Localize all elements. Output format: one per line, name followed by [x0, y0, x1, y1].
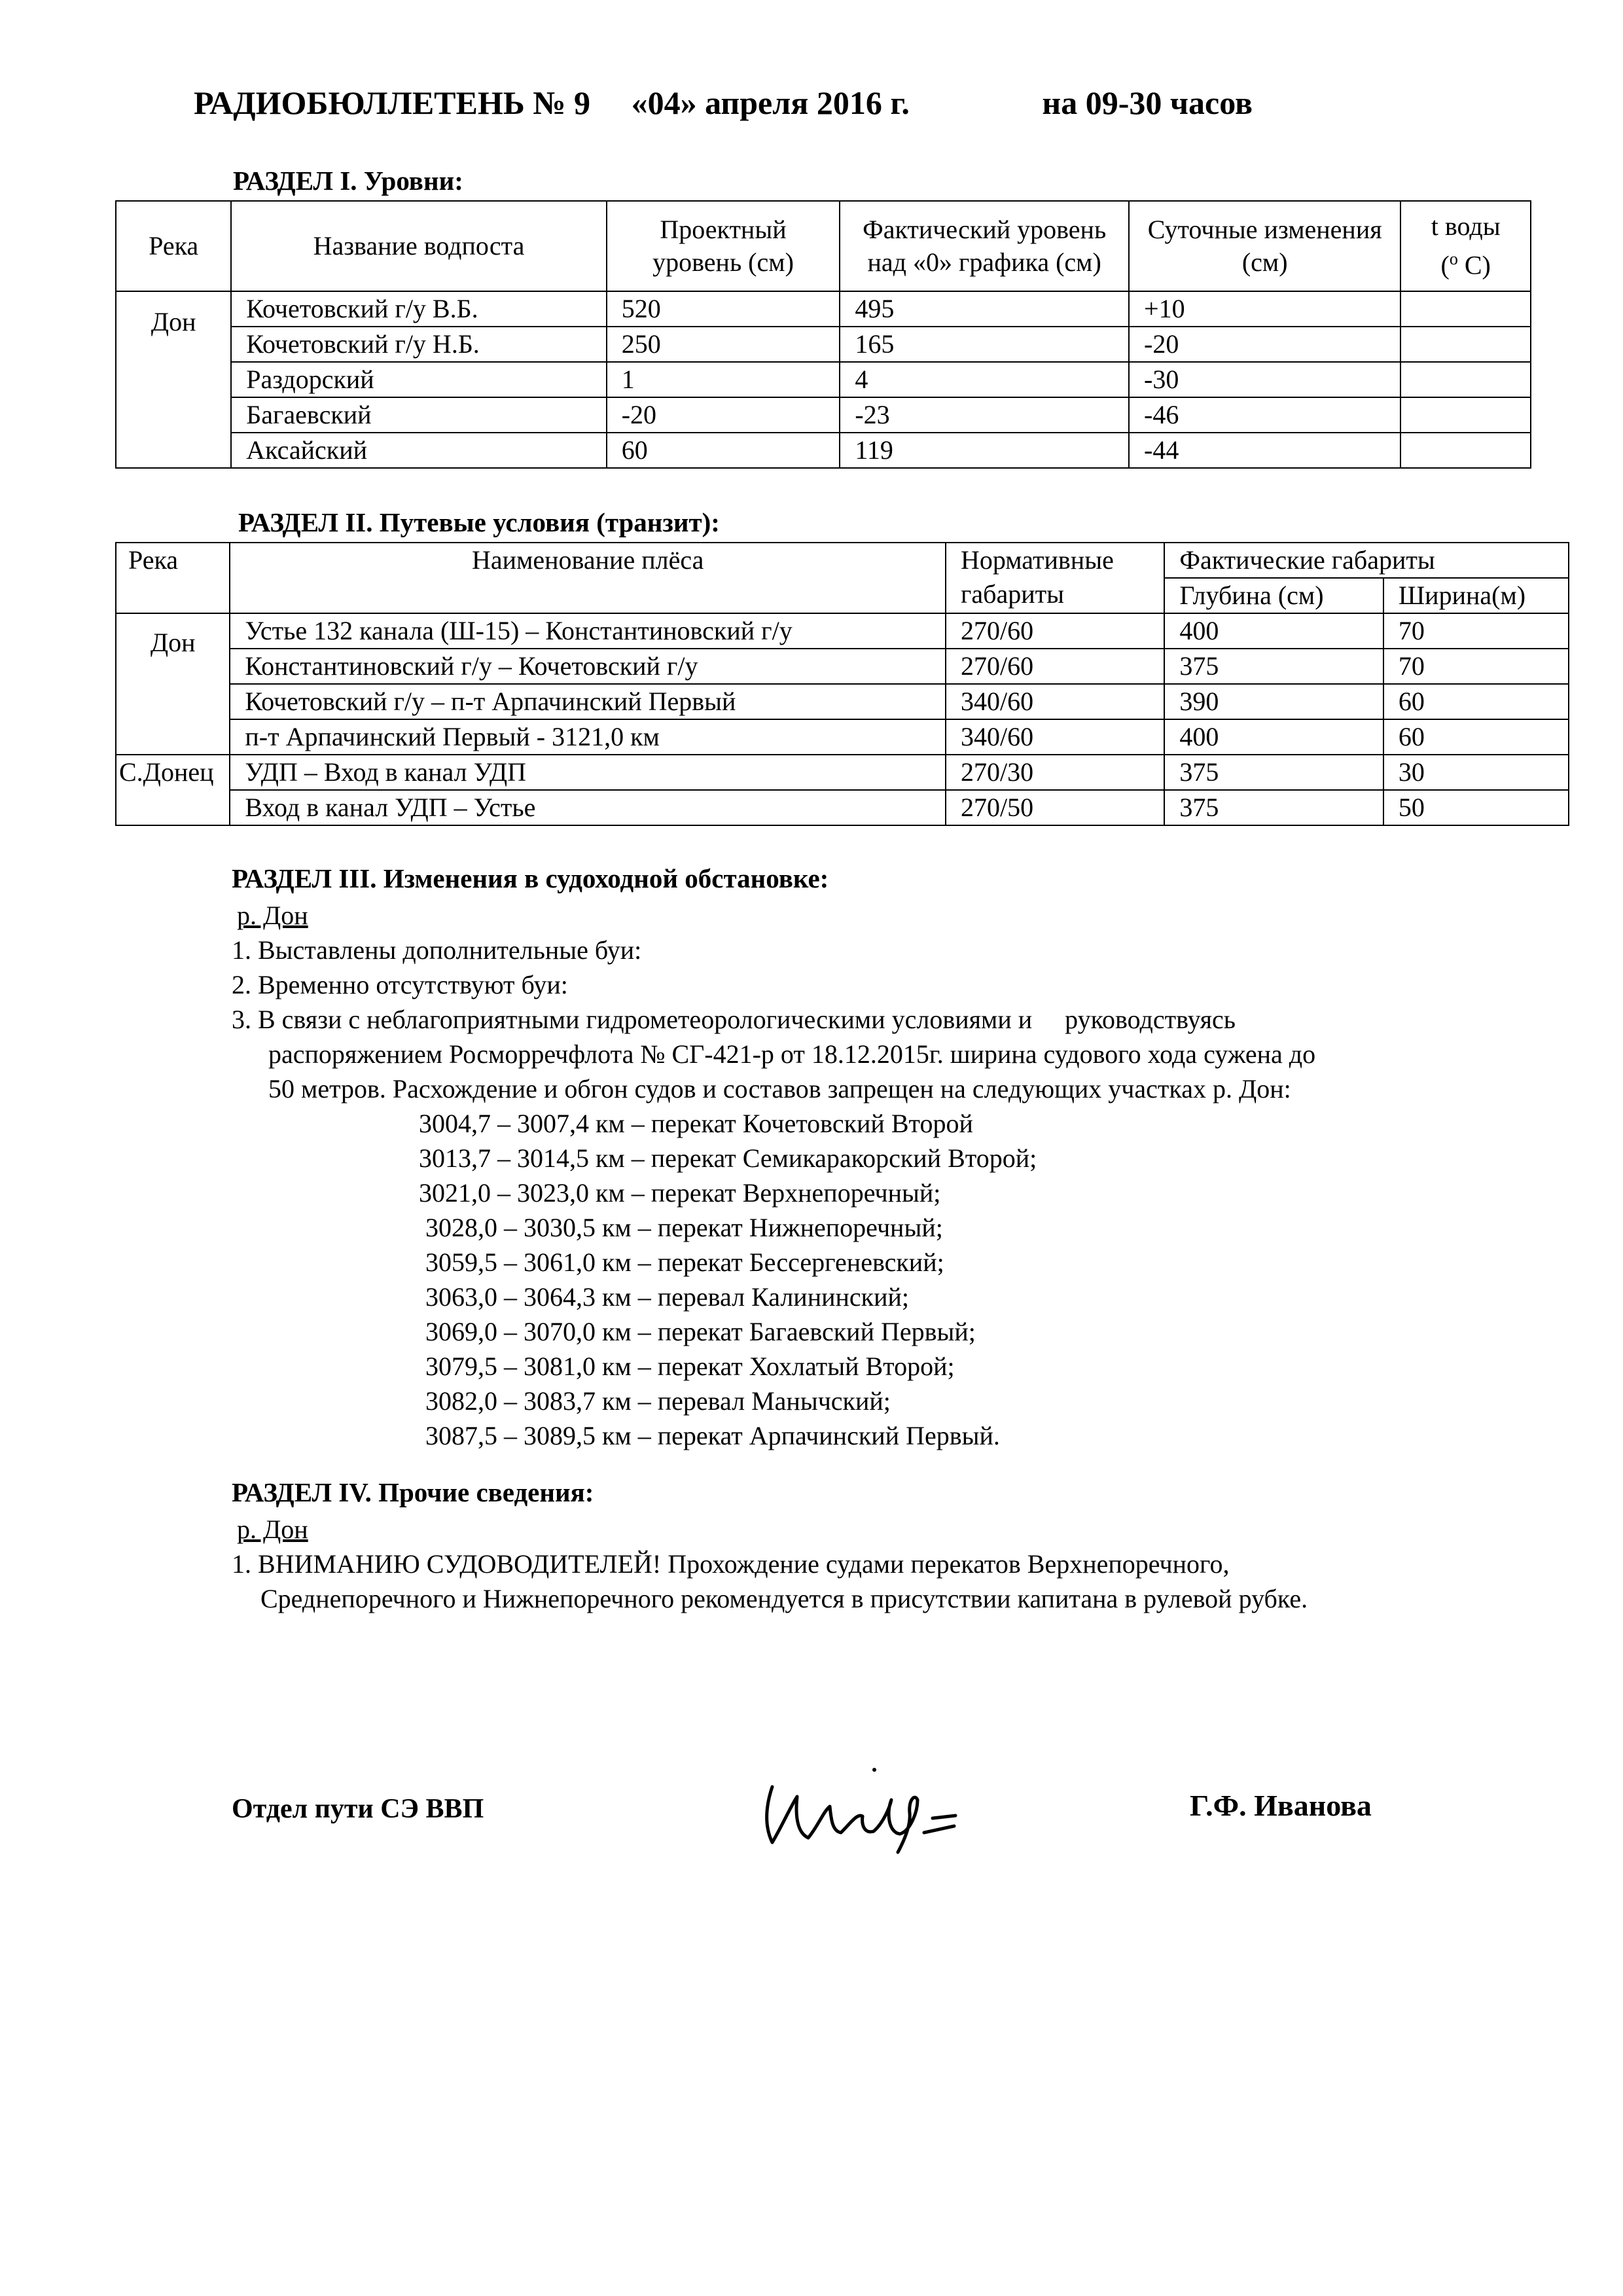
norm-cell: 270/60: [946, 613, 1164, 649]
bulletin-time: на 09-30 часов: [1042, 84, 1253, 121]
temp-cell: [1400, 327, 1531, 362]
levels-table: [115, 200, 1531, 469]
table-row: [116, 790, 1569, 825]
temp-cell: [1400, 291, 1531, 327]
actual-cell: 4: [840, 362, 1129, 397]
section4-heading: РАЗДЕЛ IV. Прочие сведения:: [232, 1477, 594, 1507]
norm-cell: 270/30: [946, 755, 1164, 790]
bulletin-date: «04» апреля 2016 г.: [631, 84, 910, 121]
table-row: [116, 362, 1531, 397]
list-item: 3082,0 – 3083,7 км – перевал Манычский;: [425, 1386, 891, 1416]
norm-cell: 270/50: [946, 790, 1164, 825]
table-row: [116, 684, 1569, 719]
table-row: [116, 613, 1569, 649]
section1-heading: РАЗДЕЛ I. Уровни:: [233, 166, 463, 196]
header-depth: Глубина (см): [1164, 578, 1383, 613]
design-cell: 1: [607, 362, 840, 397]
list-item: 3028,0 – 3030,5 км – перекат Нижнепоречный;: [425, 1213, 943, 1242]
section3-item1: 1. Выставлены дополнительные буи:: [232, 935, 642, 965]
table-row: [116, 327, 1531, 362]
header-actual-dims: Фактические габариты: [1164, 543, 1569, 578]
bulletin-number: РАДИОБЮЛЛЕТЕНЬ № 9: [194, 84, 591, 121]
depth-cell: 400: [1164, 719, 1383, 755]
restricted-stretches-list: [419, 1106, 1037, 1453]
table-row: [116, 649, 1569, 684]
header-design-level: Проектный уровень (см): [607, 201, 840, 291]
daily-cell: -30: [1129, 362, 1400, 397]
table-row: [116, 291, 1531, 327]
table-row: [116, 433, 1531, 468]
actual-cell: 165: [840, 327, 1129, 362]
section3-item2: 2. Временно отсутствуют буи:: [232, 970, 568, 999]
header-river: Река: [116, 543, 230, 613]
table-row: [116, 397, 1531, 433]
section4-item1-line2: Среднепоречного и Нижнепоречного рекомендуется в присутствии капитана в рулевой рубке.: [260, 1584, 1308, 1613]
list-item: 3063,0 – 3064,3 км – перевал Калининский;: [425, 1282, 910, 1312]
handwritten-signature: [746, 1761, 995, 1872]
width-cell: 60: [1383, 684, 1569, 719]
actual-cell: 495: [840, 291, 1129, 327]
section4-river: р. Дон: [237, 1515, 308, 1544]
header-daily-change: Суточные изменения (см): [1129, 201, 1400, 291]
header-actual-level: Фактический уровень над «0» графика (см): [840, 201, 1129, 291]
depth-cell: 390: [1164, 684, 1383, 719]
list-item: 3079,5 – 3081,0 км – перекат Хохлатый Второй;: [425, 1352, 955, 1381]
depth-cell: 375: [1164, 790, 1383, 825]
section3-heading: РАЗДЕЛ III. Изменения в судоходной обстановке:: [232, 863, 829, 893]
header-river: Река: [116, 201, 231, 291]
stretch-cell: Вход в канал УДП – Устье: [230, 790, 946, 825]
width-cell: 30: [1383, 755, 1569, 790]
river-cell: Дон: [116, 291, 231, 468]
depth-cell: 375: [1164, 649, 1383, 684]
station-cell: Багаевский: [231, 397, 606, 433]
header-width: Ширина(м): [1383, 578, 1569, 613]
signatory-name: Г.Ф. Иванова: [1190, 1789, 1372, 1822]
stretch-cell: п-т Арпачинский Первый - 3121,0 км: [230, 719, 946, 755]
section2-heading: РАЗДЕЛ II. Путевые условия (транзит):: [238, 507, 720, 537]
section3-item3-line2: распоряжением Росморречфлота № СГ-421-р от 18.12.2015г. ширина судового хода сужена до: [268, 1039, 1316, 1069]
list-item: 3004,7 – 3007,4 км – перекат Кочетовский Второй: [419, 1109, 973, 1138]
section4-item1-line1: 1. ВНИМАНИЮ СУДОВОДИТЕЛЕЙ! Прохождение судами перекатов Верхнепоречного,: [232, 1549, 1230, 1579]
design-cell: 250: [607, 327, 840, 362]
design-cell: 520: [607, 291, 840, 327]
station-cell: Кочетовский г/у Н.Б.: [231, 327, 606, 362]
bulletin-title: [194, 84, 1253, 122]
actual-cell: -23: [840, 397, 1129, 433]
daily-cell: -20: [1129, 327, 1400, 362]
daily-cell: -46: [1129, 397, 1400, 433]
station-cell: Раздорский: [231, 362, 606, 397]
stretch-cell: УДП – Вход в канал УДП: [230, 755, 946, 790]
list-item: 3069,0 – 3070,0 км – перекат Багаевский Первый;: [425, 1317, 976, 1346]
temp-cell: [1400, 397, 1531, 433]
header-station: Название водпоста: [231, 201, 606, 291]
norm-cell: 340/60: [946, 684, 1164, 719]
section3-river: р. Дон: [237, 901, 308, 930]
depth-cell: 375: [1164, 755, 1383, 790]
width-cell: 70: [1383, 613, 1569, 649]
stretch-cell: Кочетовский г/у – п-т Арпачинский Первый: [230, 684, 946, 719]
list-item: 3021,0 – 3023,0 км – перекат Верхнепоречный;: [419, 1178, 941, 1208]
station-cell: Кочетовский г/у В.Б.: [231, 291, 606, 327]
norm-cell: 270/60: [946, 649, 1164, 684]
stretch-cell: Константиновский г/у – Кочетовский г/у: [230, 649, 946, 684]
design-cell: -20: [607, 397, 840, 433]
temp-cell: [1400, 362, 1531, 397]
daily-cell: -44: [1129, 433, 1400, 468]
list-item: 3059,5 – 3061,0 км – перекат Бессергеневский;: [425, 1247, 944, 1277]
station-cell: Аксайский: [231, 433, 606, 468]
table-row: [116, 719, 1569, 755]
department-name: Отдел пути СЭ ВВП: [232, 1794, 484, 1824]
daily-cell: +10: [1129, 291, 1400, 327]
width-cell: 60: [1383, 719, 1569, 755]
header-water-temp: t воды ($^o$ С): [1400, 201, 1531, 291]
header-stretch: Наименование плёса: [230, 543, 946, 613]
table-row: [116, 755, 1569, 790]
actual-cell: 119: [840, 433, 1129, 468]
width-cell: 70: [1383, 649, 1569, 684]
section3-item3-line1: 3. В связи с неблагоприятными гидрометеорологическими условиями и руководствуясь: [232, 1005, 1236, 1034]
norm-cell: 340/60: [946, 719, 1164, 755]
stretch-cell: Устье 132 канала (Ш-15) – Константиновский г/у: [230, 613, 946, 649]
depth-cell: 400: [1164, 613, 1383, 649]
header-norm-dims: Нормативные габариты: [946, 543, 1164, 613]
transit-table: [115, 542, 1569, 826]
section3-item3-line3: 50 метров. Расхождение и обгон судов и составов запрещен на следующих участках р. Дон:: [268, 1074, 1291, 1103]
temp-cell: [1400, 433, 1531, 468]
design-cell: 60: [607, 433, 840, 468]
list-item: 3087,5 – 3089,5 км – перекат Арпачинский Первый.: [425, 1421, 1000, 1450]
width-cell: 50: [1383, 790, 1569, 825]
river-cell: С.Донец: [116, 755, 230, 825]
river-cell: Дон: [116, 613, 230, 755]
list-item: 3013,7 – 3014,5 км – перекат Семикаракорский Второй;: [419, 1143, 1037, 1173]
